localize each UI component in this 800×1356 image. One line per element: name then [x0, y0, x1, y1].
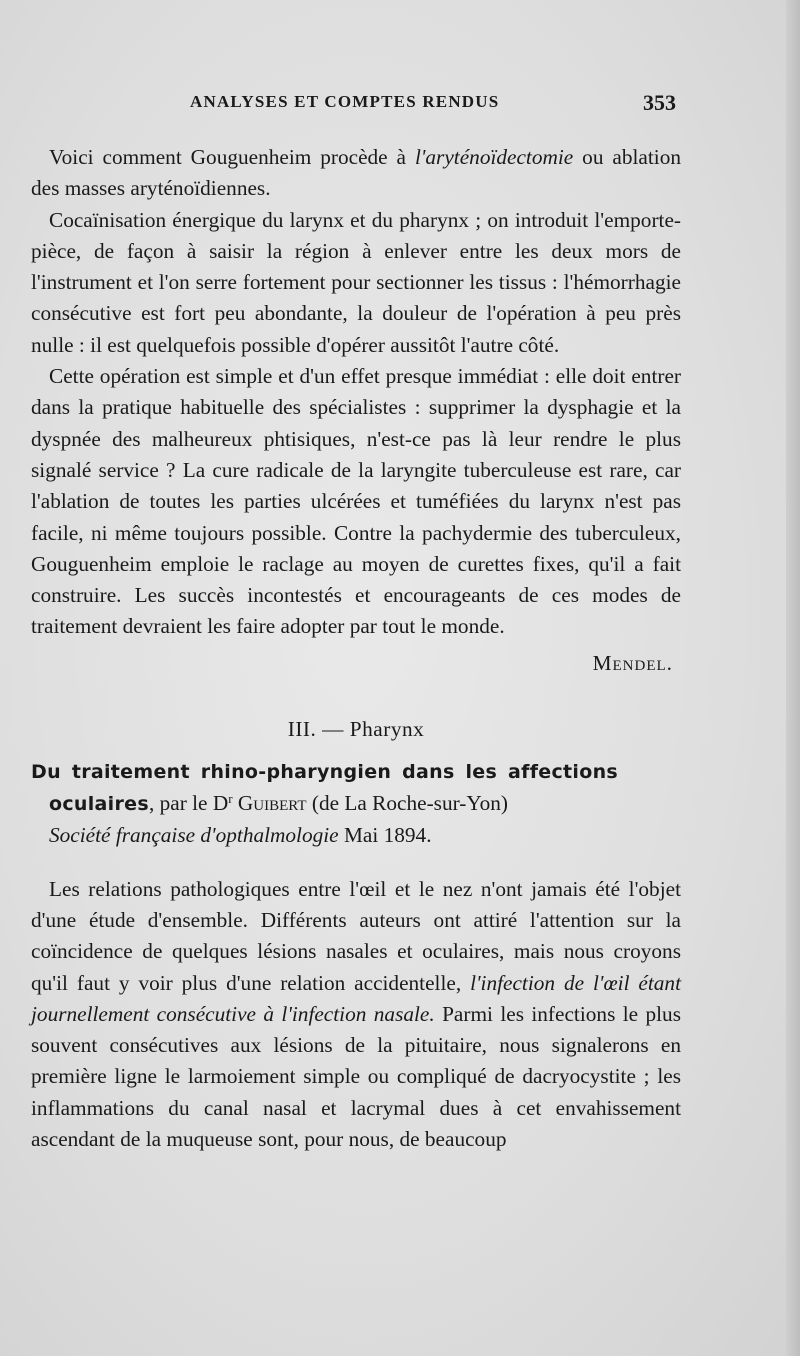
article-title-line-2-text: oculaires: [49, 793, 149, 816]
paragraph-1-text-a: Voici comment Gouguenheim procède à: [49, 145, 415, 169]
article-dr-superscript: r: [228, 791, 233, 807]
article-source-date: Mai 1894.: [338, 823, 432, 848]
paragraph-4: [31, 874, 681, 1156]
author-signature: Mendel.: [592, 650, 673, 675]
article-source: [31, 820, 681, 851]
page-number: 353: [643, 90, 676, 115]
paragraph-4-italic: l'infection de l'œil étant journellement consécutive à l'infection nasale.: [31, 970, 681, 1026]
body-text: [31, 142, 681, 1155]
article-title-line-1: Du traitement rhino-pharyngien dans les affections: [31, 760, 619, 783]
article-place: (de La Roche-sur-Yon): [306, 791, 509, 816]
paragraph-2: Cocaïnisation énergique du larynx et du pharynx ; on introduit l'emporte-pièce, de façon à saisir la région à enlever entre les deux mors de l'instrument et l'on serre fortement pour sectionner les tissus : l'hémorrhagie consécutive est fort peu abondante, la douleur de l'opération à peu près nulle : il est quelquefois possible d'opérer aussitôt l'autre côté.: [31, 207, 681, 357]
paragraph-4-text-a: Les relations pathologiques entre l'œil et le nez n'ont jamais été l'objet d'une étude d'ensemble. Différents auteurs ont attiré l'attention sur la coïncidence de quelques lésions nasales et oculaires, mais nous croyons qu'il faut y voir plus d'une relation accidentelle,: [31, 876, 681, 995]
paragraph-1-text-c: ou ablation des masses aryténoïdiennes.: [31, 145, 681, 201]
section-heading: III. — Pharynx: [287, 716, 425, 741]
article-title-line-2: [31, 788, 681, 820]
paragraph-1: [31, 142, 681, 205]
article-author: Guibert: [237, 791, 307, 816]
paragraph-1-italic: l'aryténoïdectomie: [414, 145, 574, 169]
article-source-journal: Société française d'opthalmologie: [49, 823, 339, 848]
running-title: ANALYSES ET COMPTES RENDUS: [190, 92, 500, 111]
paragraph-3: Cette opération est simple et d'un effet presque immédiat : elle doit entrer dans la pratique habituelle des spécialistes : supprimer la dysphagie et la dyspnée des malheureux phtisiques, n'est-ce pas là leur rendre le plus signalé service ? La cure radicale de la laryngite tuberculeuse est rare, car l'ablation de toutes les parties ulcérées et tuméfiées du larynx n'est pas facile, ni même toujours possible. Contre la pachydermie des tuberculeux, Gouguenheim emploie le raclage au moyen de curettes fixes, qu'il a fait construire. Les succès incontestés et encourageants de ces modes de traitement devraient les faire adopter par tout le monde.: [31, 364, 681, 639]
spacer: [31, 852, 681, 874]
page-header: [0, 90, 800, 120]
page-edge: [786, 0, 800, 1356]
article-by: , par le D: [148, 791, 229, 816]
paragraph-4-text-c: Parmi les infections le plus souvent consécutives aux lésions de la pituitaire, nous signalerons en première ligne le larmoiement simple ou compliqué de dacryocystite ; les inflammations du canal nasal et lacrymal dues à cet envahissement ascendant de la muqueuse sont, pour nous, de beaucoup: [31, 1001, 681, 1152]
article-citation: [31, 757, 681, 852]
